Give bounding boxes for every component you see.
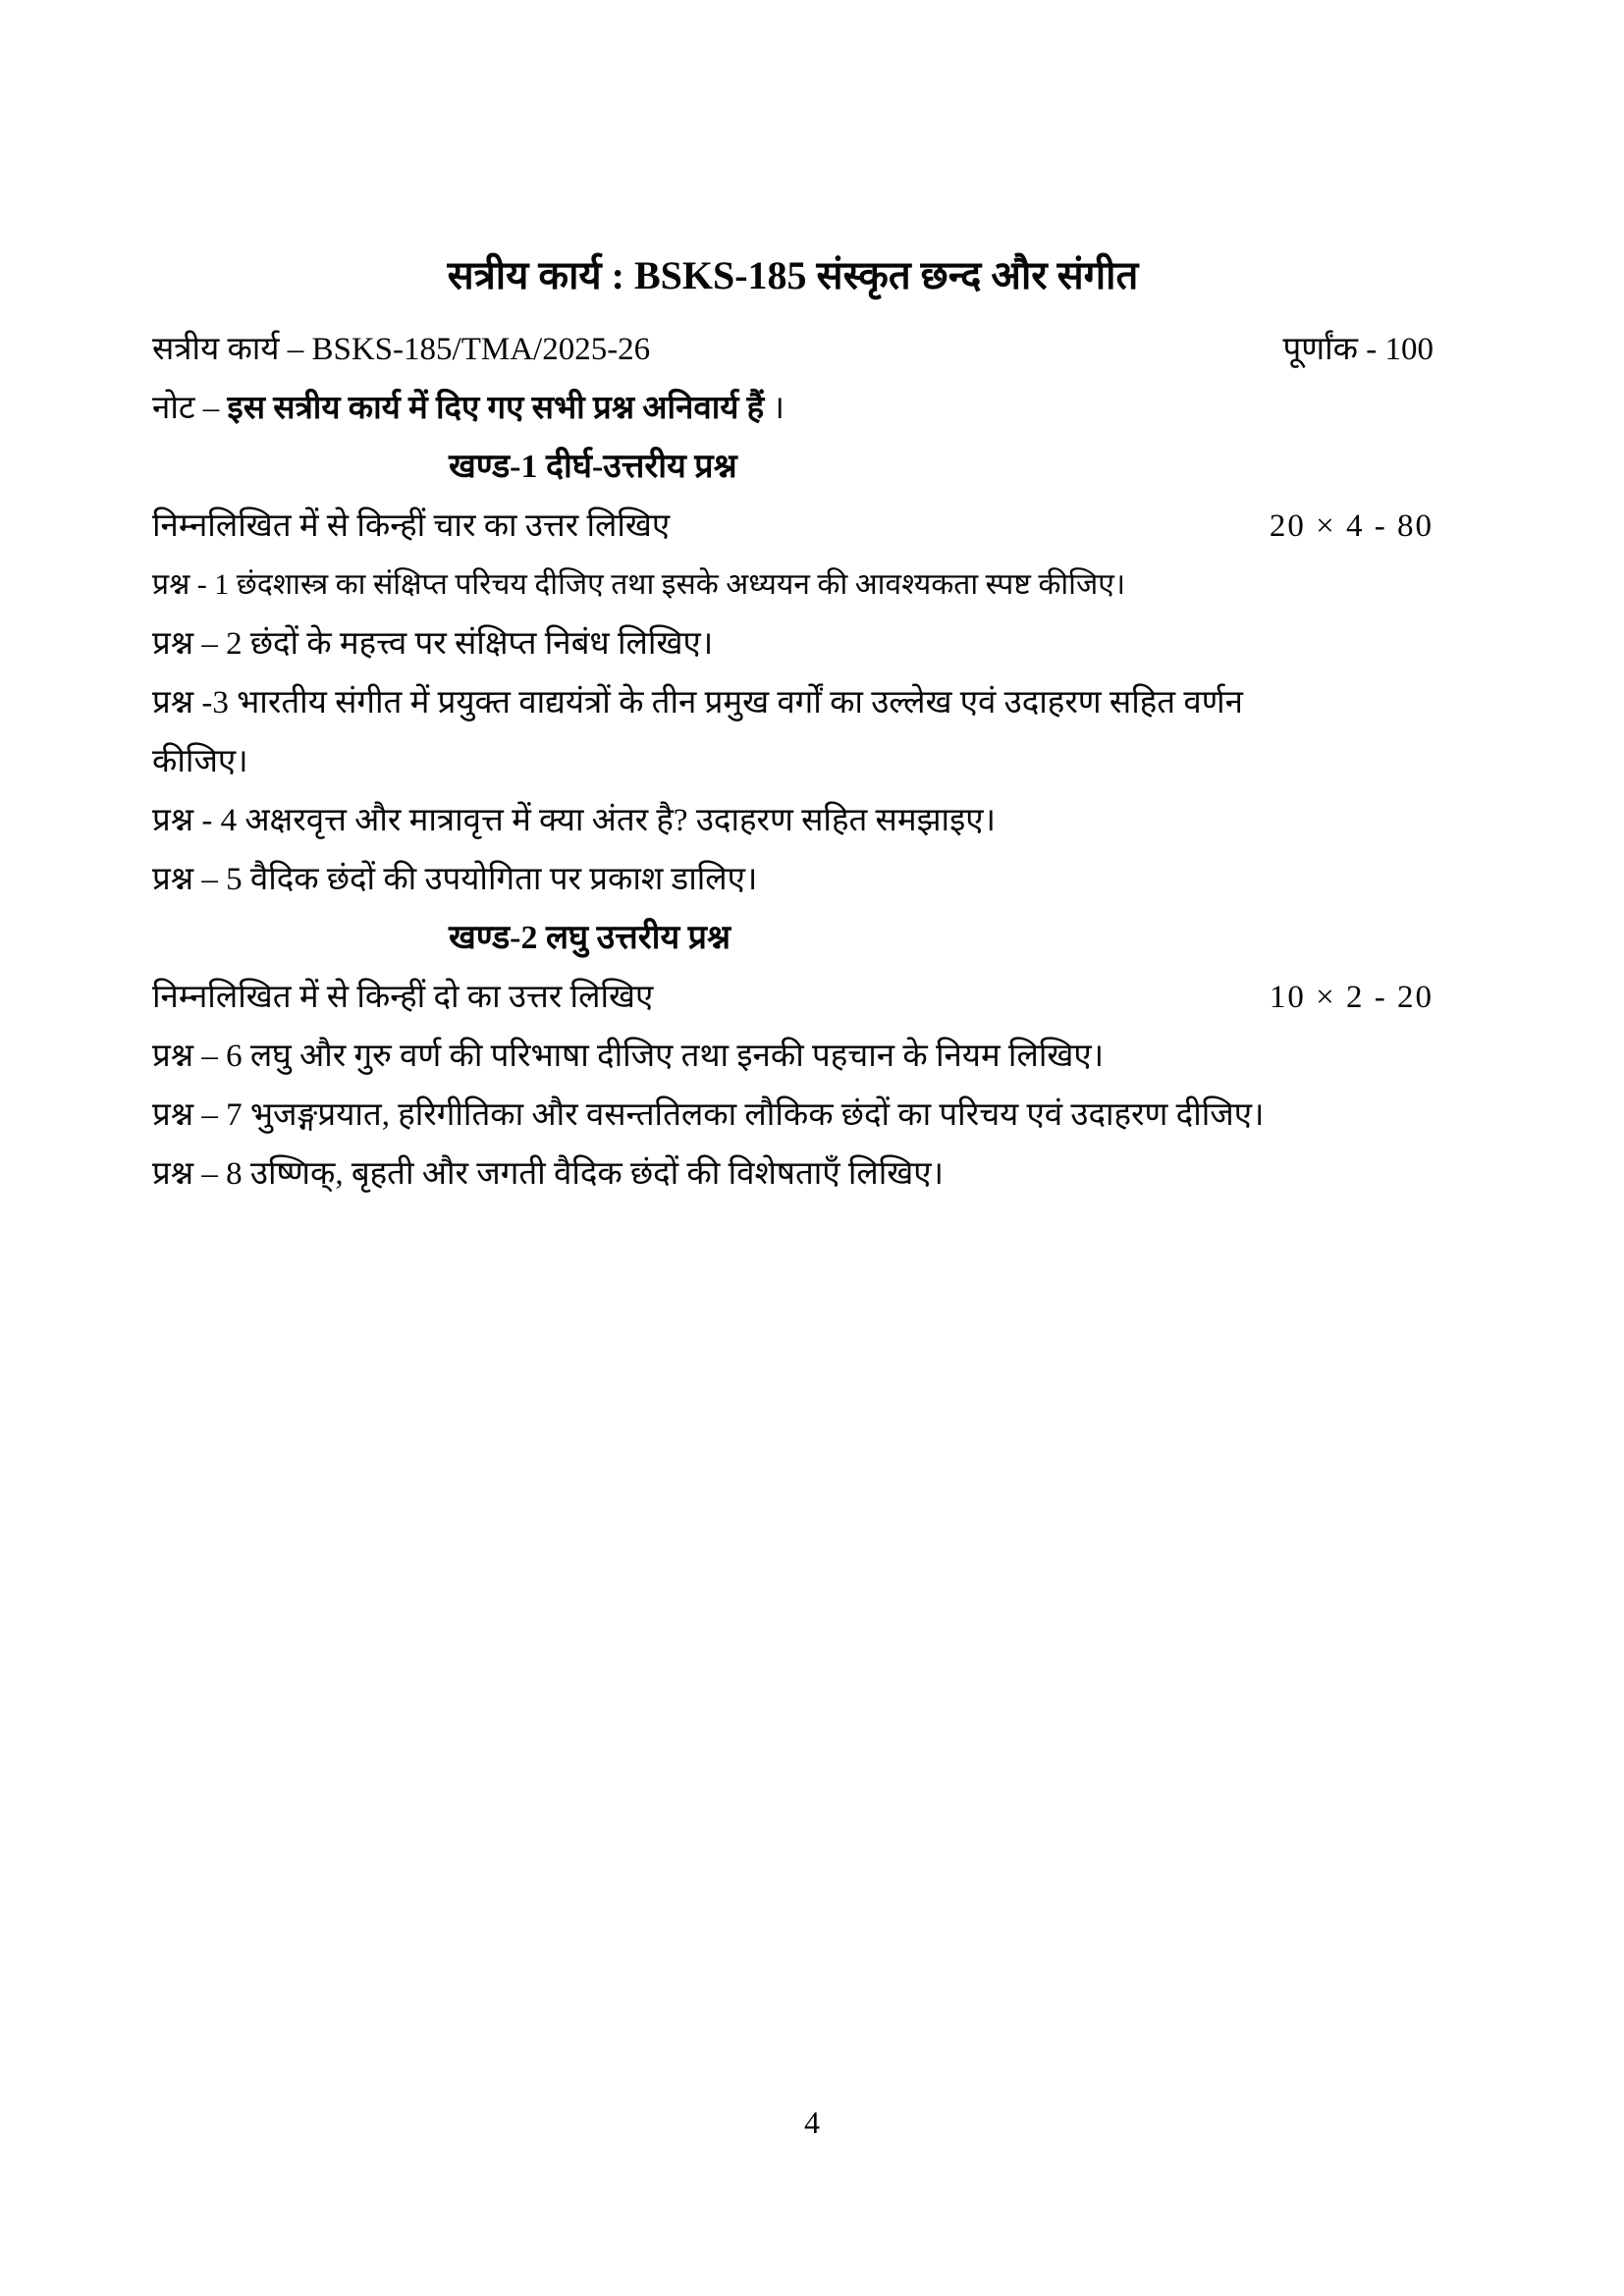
question-2: प्रश्न – 2 छंदों के महत्त्व पर संक्षिप्त निबंध लिखिए। xyxy=(152,626,714,662)
question-4: प्रश्न - 4 अक्षरवृत्त और मात्रावृत्त में क्या अंतर है? उदाहरण सहित समझाइए। xyxy=(152,803,997,838)
section-2-instruction-row xyxy=(152,968,1434,1027)
page-number: 4 xyxy=(804,2105,820,2140)
note-danda: । xyxy=(764,391,785,426)
question-7: प्रश्न – 7 भुजङ्गप्रयात, हरिगीतिका और वसन्ततिलका लौकिक छंदों का परिचय एवं उदाहरण दीजिए। xyxy=(152,1097,1265,1133)
max-marks-text: पूर्णांक - 100 xyxy=(1282,332,1434,367)
course-marks-row xyxy=(152,320,1434,379)
note-prefix: नोट – xyxy=(152,391,228,426)
question-3-line-2: कीजिए। xyxy=(152,744,248,779)
question-3-line-1: प्रश्न -3 भारतीय संगीत में प्रयुक्त वाद्ययंत्रों के तीन प्रमुख वर्गों का उल्लेख एवं उदाहरण सहित वर्णन xyxy=(152,685,1243,721)
assignment-title: सत्रीय कार्य : BSKS-185 संस्कृत छन्द और संगीत xyxy=(447,253,1139,297)
note-text: इस सत्रीय कार्य में दिए गए सभी प्रश्न अनिवार्य हैं xyxy=(227,391,765,426)
section-2-heading: खण्ड-2 लघु उत्तरीय प्रश्न xyxy=(449,920,731,956)
section-1-heading: खण्ड-1 दीर्घ-उत्तरीय प्रश्न xyxy=(449,449,737,485)
note-line xyxy=(152,379,1434,438)
question-6: प्रश्न – 6 लघु और गुरु वर्ण की परिभाषा दीजिए तथा इनकी पहचान के नियम लिखिए। xyxy=(152,1039,1105,1074)
section-1-instruction: निम्नलिखित में से किन्हीं चार का उत्तर लिखिए xyxy=(152,508,671,544)
question-8: प्रश्न – 8 उष्णिक्, बृहती और जगती वैदिक छंदों की विशेषताएँ लिखिए। xyxy=(152,1156,945,1192)
question-1: प्रश्न - 1 छंदशास्त्र का संक्षिप्त परिचय दीजिए तथा इसके अध्ययन की आवश्यकता स्पष्ट कीजिए। xyxy=(152,568,1126,601)
section-2-instruction: निम्नलिखित में से किन्हीं दो का उत्तर लिखिए xyxy=(152,980,654,1015)
question-5: प्रश्न – 5 वैदिक छंदों की उपयोगिता पर प्रकाश डालिए। xyxy=(152,862,758,897)
section-1-instruction-row xyxy=(152,497,1434,556)
section-2-marks: 10 × 2 - 20 xyxy=(1269,980,1434,1015)
section-1-marks: 20 × 4 - 80 xyxy=(1269,508,1434,544)
course-code-text: सत्रीय कार्य – BSKS-185/TMA/2025-26 xyxy=(152,332,651,367)
